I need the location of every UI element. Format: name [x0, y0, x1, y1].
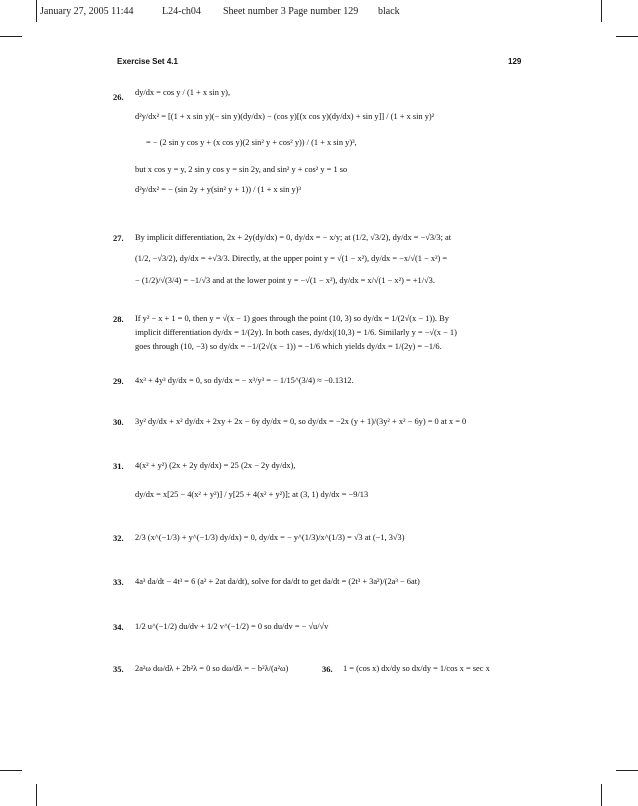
problem-27-line-2: (1/2, −√3/2), dy/dx = +√3/3. Directly, at the upper point y = √(1 − x²), dy/dx = −x/√(1 − x²) =	[135, 254, 448, 263]
problem-31-line-1: 4(x² + y²) (2x + 2y dy/dx) = 25 (2x − 2y dy/dx),	[135, 461, 296, 470]
problem-29-line-1: 4x³ + 4y³ dy/dx = 0, so dy/dx = − x³/y³ = − 1/15^(3/4) ≈ −0.1312.	[135, 376, 354, 385]
problem-number-34: 34.	[113, 622, 124, 632]
problem-27-line-3: − (1/2)/√(3/4) = −1/√3 and at the lower point y = −√(1 − x²), dy/dx = x/√(1 − x²) = +1/√3.	[135, 276, 435, 285]
crop-mark-tr-h	[616, 36, 638, 37]
problem-27-line-1: By implicit differentiation, 2x + 2y(dy/dx) = 0, dy/dx = − x/y; at (1/2, √3/2), dy/dx = −√3/3; at	[135, 233, 452, 242]
problem-number-26: 26.	[113, 92, 124, 102]
problem-36-line-1: 1 = (cos x) dx/dy so dx/dy = 1/cos x = sec x	[343, 664, 490, 673]
problem-33-line-1: 4a³ da/dt − 4t³ = 6 (a² + 2at da/dt), solve for da/dt to get da/dt = (2t³ + 3a²)/(2a³ − 6at)	[135, 577, 420, 586]
problem-35-line-1: 2a²ω dω/dλ + 2b²λ = 0 so dω/dλ = − b²λ/(a²ω)	[135, 664, 289, 673]
problem-28-line-3: goes through (10, −3) so dy/dx = −1/(2√(x − 1)) = −1/6 which yields dy/dx = 1/(2y) = −1/6.	[135, 342, 442, 351]
problem-34-line-1: 1/2 u^(−1/2) du/dv + 1/2 v^(−1/2) = 0 so du/dv = − √u/√v	[135, 622, 329, 631]
crop-mark-bl-v	[36, 784, 37, 806]
problem-number-28: 28.	[113, 314, 124, 324]
crop-mark-bl-h	[0, 770, 22, 771]
problem-number-29: 29.	[113, 376, 124, 386]
problem-number-35: 35.	[113, 664, 124, 674]
crop-mark-tr-v	[601, 0, 602, 22]
page-number: 129	[508, 57, 522, 66]
problem-26-line-3: = − (2 sin y cos y + (x cos y)(2 sin² y + cos² y)) / (1 + x sin y)³,	[146, 138, 357, 147]
problem-31-line-2: dy/dx = x[25 − 4(x² + y²)] / y[25 + 4(x² + y²)]; at (3, 1) dy/dx = −9/13	[135, 490, 369, 499]
problem-26-line-5: d²y/dx² = − (sin 2y + y(sin² y + 1)) / (1 + x sin y)³	[135, 185, 302, 194]
header-sheet: Sheet number 3 Page number 129	[223, 6, 359, 17]
section-title: Exercise Set 4.1	[117, 57, 178, 66]
problem-30-line-1: 3y² dy/dx + x² dy/dx + 2xy + 2x − 6y dy/dx = 0, so dy/dx = −2x (y + 1)/(3y² + x² − 6y) = 0 at x = 0	[135, 417, 467, 426]
print-header	[40, 6, 600, 22]
problem-number-30: 30.	[113, 417, 124, 427]
problem-26-line-4: but x cos y = y, 2 sin y cos y = sin 2y, and sin² y + cos² y = 1 so	[135, 165, 348, 174]
problem-number-32: 32.	[113, 533, 124, 543]
problem-number-31: 31.	[113, 461, 124, 471]
problem-number-36: 36.	[322, 664, 333, 674]
problem-28-line-1: If y² − x + 1 = 0, then y = √(x − 1) goes through the point (10, 3) so dy/dx = 1/(2√(x − 1)). By	[135, 314, 449, 323]
header-date: January 27, 2005 11:44	[40, 6, 134, 17]
header-file: L24-ch04	[162, 6, 201, 17]
problem-26-line-1: dy/dx = cos y / (1 + x sin y),	[135, 88, 231, 97]
header-color: black	[378, 6, 400, 17]
problem-26-line-2: d²y/dx² = [(1 + x sin y)(− sin y)(dy/dx) − (cos y)[(x cos y)(dy/dx) + sin y]] / (1 + x sin y)²	[135, 112, 435, 121]
crop-mark-br-v	[601, 784, 602, 806]
crop-mark-tl-v	[36, 0, 37, 22]
problem-number-27: 27.	[113, 233, 124, 243]
crop-mark-br-h	[616, 770, 638, 771]
crop-mark-tl-h	[0, 36, 22, 37]
problem-number-33: 33.	[113, 577, 124, 587]
problem-28-line-2: implicit differentiation dy/dx = 1/(2y). In both cases, dy/dx|(10,3) = 1/6. Similarly y = −√(x − 1)	[135, 328, 457, 337]
problem-32-line-1: 2/3 (x^(−1/3) + y^(−1/3) dy/dx) = 0, dy/dx = − y^(1/3)/x^(1/3) = √3 at (−1, 3√3)	[135, 533, 405, 542]
